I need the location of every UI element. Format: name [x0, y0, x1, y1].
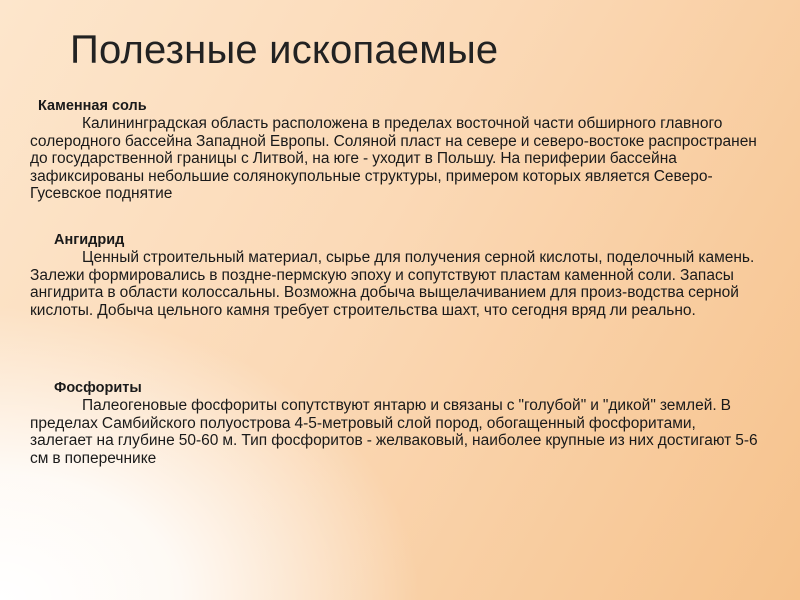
- slide-title: Полезные ископаемые: [70, 28, 499, 72]
- section-text: Палеогеновые фосфориты сопутствуют янтарю и связаны с "голубой" и "дикой" землей. В пределах Самбийского полуострова 4-5-метровый слой пород, обогащенный фосфоритами, залегает на глубине 50-60 м. Тип фосфоритов - желваковый, наиболее крупные из них достигают 5-6 см в поперечнике: [30, 397, 758, 467]
- section-text: Ценный строительный материал, сырье для получения серной кислоты, поделочный камень. Залежи формировались в поздне-пермскую эпоху и сопутствуют пластам каменной соли. Запасы ангидрита в области колоссальны. Возможна добыча выщелачиванием для произ-водства серной кислоты. Добыча цельного камня требует строительства шахт, что сегодня вряд ли реально.: [30, 249, 755, 319]
- section-heading: Ангидрид: [54, 232, 125, 248]
- section-heading: Фосфориты: [54, 380, 142, 396]
- section-text: Калининградская область расположена в пределах восточной части обширного главного солеродного бассейна Западной Европы. Соляной пласт на севере и северо-востоке распространен до государственной границы с Литвой, на юге - уходит в Польшу. На периферии бассейна зафиксированы небольшие солянокупольные структуры, примером которых является Северо-Гусевское поднятие: [30, 115, 757, 202]
- section-rock-salt: [30, 98, 758, 203]
- section-anhydrite: [30, 232, 758, 319]
- section-phosphorites: [30, 380, 758, 467]
- section-heading: Каменная соль: [38, 98, 147, 114]
